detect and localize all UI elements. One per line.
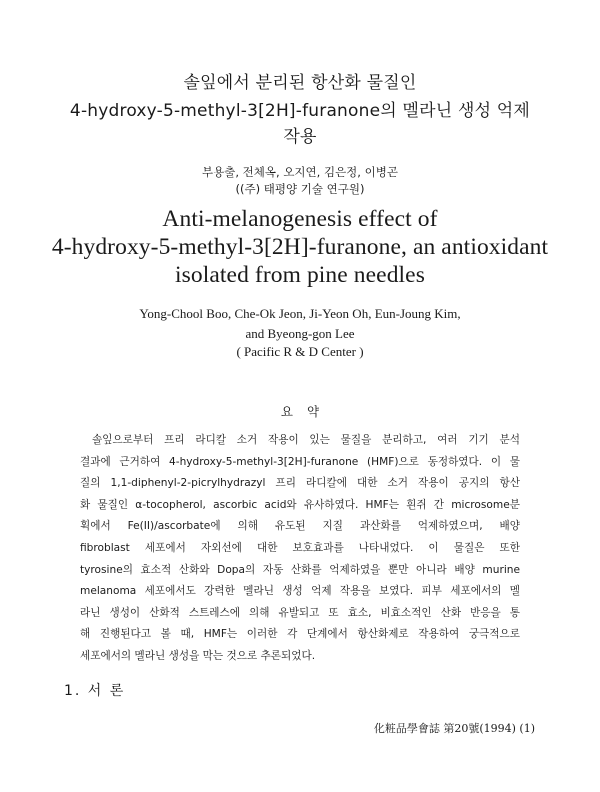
korean-title-line-3: 작용 xyxy=(283,127,317,147)
abstract-line: 화 물질인 α-tocopherol, ascorbic acid와 유사하였다. HMF는 흰쥐 간 microsome분 xyxy=(80,498,520,511)
abstract-heading: 요약 xyxy=(280,404,334,419)
korean-title-line-2: 4-hydroxy-5-methyl-3[2H]-furanone의 멜라닌 생성 억제 xyxy=(69,101,531,121)
english-affiliation: ( Pacific R & D Center ) xyxy=(236,344,364,359)
abstract-line: 솔잎으로부터 프리 라디칼 소거 작용이 있는 물질을 분리하고, 여러 기기 분석 xyxy=(92,434,520,446)
abstract-line: 질의 1,1-diphenyl-2-picrylhydrazyl 프리 라디칼에 대한 소거 작용이 공지의 항산 xyxy=(80,477,520,490)
korean-author-names: 부용출, 전체옥, 오지연, 김은정, 이병곤 xyxy=(202,165,398,179)
abstract-line: fibroblast 세포에서 자외선에 대한 보호효과를 나타내었다. 이 물질은 또한 xyxy=(80,541,520,554)
journal-citation: 化粧品學會誌 第20號(1994) (1) xyxy=(373,722,535,735)
section-heading-introduction: 1. 서 론 xyxy=(64,683,126,699)
abstract-line: tyrosine의 효소적 산화와 Dopa의 자동 산화를 억제하였을 뿐만 아니라 배양 murine xyxy=(80,563,520,576)
english-authors-line-2: and Byeong-gon Lee xyxy=(245,326,355,341)
korean-title-line-1: 솔잎에서 분리된 항산화 물질인 xyxy=(183,73,417,93)
abstract-line: 세포에서의 멜라닌 생성을 막는 것으로 추론되었다. xyxy=(80,649,316,662)
abstract-body xyxy=(80,430,520,668)
abstract-line: melanoma 세포에서도 강력한 멜라닌 생성 억제 작용을 보였다. 피부 세포에서의 멜 xyxy=(80,585,520,598)
english-authors-line-1: Yong-Chool Boo, Che-Ok Jeon, Ji-Yeon Oh, Eun-Joung Kim, xyxy=(139,306,461,321)
abstract-line: 해 진행된다고 볼 때, HMF는 이러한 각 단계에서 항산화제로 작용하여 궁극적으로 xyxy=(80,628,520,641)
abstract-line: 획에서 Fe(II)/ascorbate에 의해 유도된 지질 과산화를 억제하였으며, 배양 xyxy=(80,520,520,533)
korean-affiliation: ((주) 태평양 기술 연구원) xyxy=(235,182,365,196)
english-title-line-2: 4-hydroxy-5-methyl-3[2H]-furanone, an antioxidant xyxy=(51,234,549,260)
abstract-line: 결과에 근거하여 4-hydroxy-5-methyl-3[2H]-furanone (HMF)으로 동정하였다. 이 물 xyxy=(80,455,520,468)
abstract-line: 라닌 생성이 산화적 스트레스에 의해 유발되고 또 효소, 비효소적인 산화 반응을 통 xyxy=(80,606,520,619)
english-title-line-1: Anti-melanogenesis effect of xyxy=(162,206,438,232)
english-title-line-3: isolated from pine needles xyxy=(175,262,425,288)
